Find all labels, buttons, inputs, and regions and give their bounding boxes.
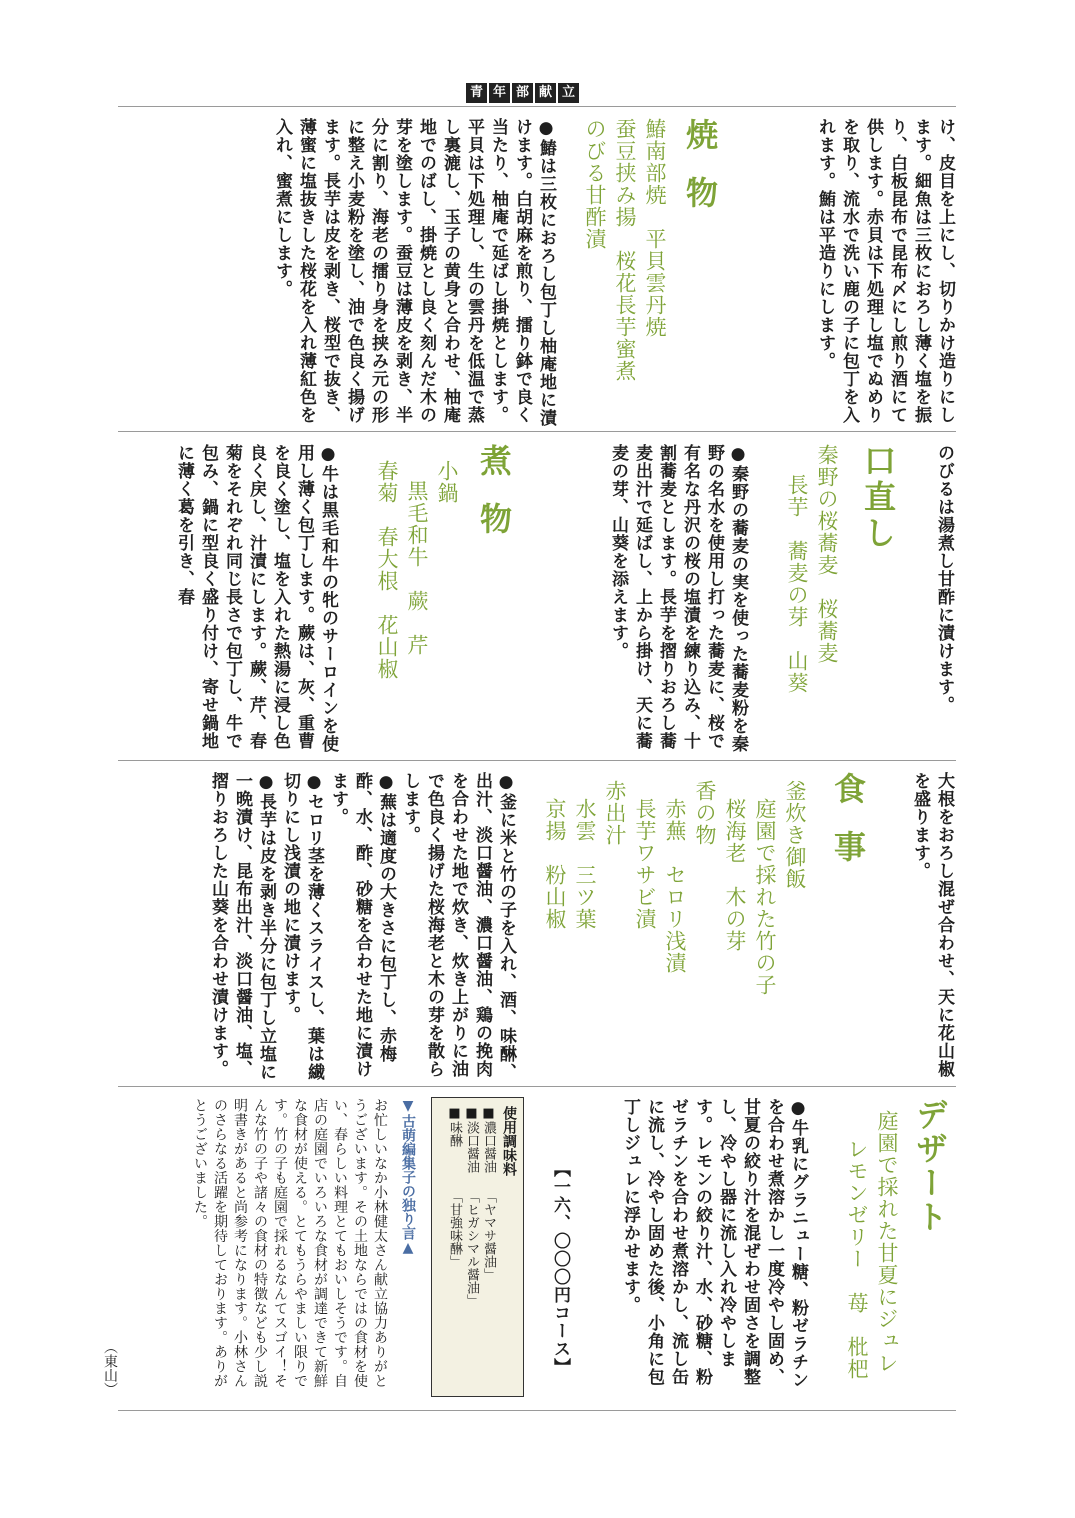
shokuji-menu <box>540 780 810 1080</box>
menu-line: 長芋 蕎麦の芽 山葵 <box>785 474 809 694</box>
menu-line: 長芋ワサビ漬 <box>633 798 657 930</box>
divider <box>118 760 956 761</box>
dessert-menu <box>836 1110 902 1410</box>
yakimono-menu <box>570 118 670 428</box>
shokuji-paragraph: ●長芋は皮を剥き半分に包丁し立塩に一晩漬け、昆布出汁、淡口醤油、塩、摺りおろした山葵を合わせ漬けます。 <box>208 772 276 1081</box>
shokuji-description <box>108 772 518 1082</box>
kuchinaoshi-heading: 口直し <box>859 444 897 552</box>
menu-line: 鰆南部焼 平貝雲丹焼 <box>643 118 667 338</box>
menu-line: レモンゼリー 苺 枇杷 <box>845 1138 869 1380</box>
shokuji-paragraph: ●セロリ茎を薄くスライスし、葉は繊切りにし浅漬の地に漬けます。 <box>280 772 324 1081</box>
seasoning-brand: 「ヤマサ醤油」 <box>481 1190 496 1281</box>
editor-note-text: お忙しいなか小林健太さん献立協力ありがとうございます。その土地ならではの食材を使い、春らしい料理とてもおいしそうです。自店の庭園でいろいろな食材が調達できて新鮮な食材が使える。とてもうらやましい限りです。竹の子も庭園で採れるなんてスゴイ！そんな竹の子や諸々の食材の特徴なども少し説明書きがあると尚参考になります。小林さんのさらなる活躍を期待しております。ありがとうございました。 <box>192 1098 388 1388</box>
shokuji-paragraph: ●釜に米と竹の子を入れ、酒、味醂、出汁、淡口醤油、濃口醤油、鶏の挽肉を合わせた地で炊き、炊き上がりに油で色良く揚げた桜海老と木の芽を散らします。 <box>400 772 516 1081</box>
shokuji-heading: 食事 <box>829 772 867 888</box>
seasoning-item: ■淡口醤油 <box>464 1106 479 1173</box>
menu-line: 赤蕪 セロリ浅漬 <box>663 798 687 974</box>
dessert-description: ●牛乳にグラニュー糖、粉ゼラチンを合わせ煮溶かし一度冷やし固め、甘夏の絞り汁を混ぜわせ固さを調整し、冷やし器に流し入れ冷やします。レモンの絞り汁、水、砂糖、粉ゼラチンを合わせ煮溶かし、流し缶に流し、冷やし固めた後、小角に包丁しジュレに浮かせます。 <box>620 1098 808 1389</box>
seasoning-brands <box>445 1190 497 1390</box>
seasoning-box <box>431 1097 524 1397</box>
menu-line: 釜炊き御飯 <box>783 780 807 890</box>
divider <box>118 1410 956 1411</box>
header-char: 立 <box>558 83 579 103</box>
seasoning-item: ■濃口醤油 <box>481 1106 496 1173</box>
course-price: 【一六、〇〇〇円コース】 <box>550 1160 570 1376</box>
menu-line: 京揚 粉山椒 <box>543 798 567 930</box>
menu-line: 黒毛和牛 蕨 芹 <box>405 480 429 656</box>
kuchinaoshi-description: ●秦野の蕎麦の実を使った蕎麦粉を秦野の名水を使用し打った蕎麦に、桜で有名な丹沢の桜の塩漬を練り込み、十割蕎麦とします。長芋を摺りおろし蕎麦出汁で延ばし、上から掛け、天に蕎麦の芽、山葵を添えます。 <box>608 444 748 753</box>
editor-note-title: ▼古萌編集子の独り言▲ <box>400 1098 416 1256</box>
seasoning-title: 使用調味料 <box>501 1106 517 1176</box>
sashimi-continued-text: け、皮目を上にし、切りかけ造りにします。細魚は三枚におろし薄く塩を振り、白板昆布で昆布〆にし煎り酒にて供します。赤貝は下処理し塩でぬめりを取り、流水で洗い鹿の子に包丁を入れます。鮪は平造りにします。 <box>815 118 955 424</box>
menu-line: 小鍋 <box>435 460 459 504</box>
divider <box>118 1086 956 1087</box>
shokuji-paragraph: ●蕪は適度の大きさに包丁し、赤梅酢、水、酢、砂糖を合わせた地に漬けます。 <box>328 772 396 1078</box>
nimono-heading: 煮物 <box>475 444 513 560</box>
seasoning-brand: 「ヒガシマル醤油」 <box>464 1190 479 1307</box>
yakimono-heading: 焼物 <box>681 118 719 234</box>
menu-line: 秦野の桜蕎麦 桜蕎麦 <box>815 444 839 664</box>
menu-line: 水雲 三ツ葉 <box>573 798 597 930</box>
menu-line: 庭園で採れた甘夏にジュレ <box>875 1110 899 1374</box>
seasoning-brand: 「甘強味醂」 <box>447 1190 462 1268</box>
menu-line: 蚕豆挟み揚 桜花長芋蜜煮 <box>613 118 637 382</box>
nimono-menu <box>362 460 462 756</box>
nimono-description: ●牛は黒毛和牛の牝のサーロインを使用し薄く包丁します。蕨は、灰、重曹を良く塗し、塩を入れた熱湯に浸し色良く戻し、汁漬にします。蕨、芹、春菊をそれぞれ同じ長さで包丁し、牛で包み、鍋に型良く盛り付け、寄せ鍋地に薄く葛を引き、春 <box>174 444 338 753</box>
editor-signature: （東山） <box>102 1340 118 1396</box>
menu-line: 庭園で採れた竹の子 <box>753 798 777 996</box>
header-char: 青 <box>466 83 487 103</box>
header-char: 部 <box>512 83 533 103</box>
nodes-continued-text: のびるは湯煮し甘酢に漬けます。 <box>934 444 954 714</box>
dessert-heading: デザート <box>911 1098 949 1234</box>
divider <box>118 431 956 432</box>
header-char: 献 <box>535 83 556 103</box>
kuchinaoshi-menu <box>772 444 842 756</box>
yakimono-description: ●鰆は三枚におろし包丁し柚庵地に漬けます。白胡麻を煎り、擂り鉢で良く当たり、柚庵で延ばし掛焼とします。平貝は下処理し、生の雲丹を低温で蒸し裏漉し、玉子の黄身と合わせ、柚庵地でのばし、掛焼とし良く刻んだ木の芽を塗します。蚕豆は薄皮を剥き、半分に割り、海老の擂り身を挟み元の形に整え小麦粉を塗し、油で色良く揚げます。長芋は皮を剥き、桜型で抜き、薄蜜に塩抜きした桜花を入れ薄紅色を入れ、蜜煮にします。 <box>272 118 556 427</box>
menu-line: 香の物 <box>693 780 717 846</box>
seasoning-item: ■味醂 <box>447 1106 462 1147</box>
menu-line: 桜海老 木の芽 <box>723 798 747 952</box>
page-header <box>466 83 579 103</box>
header-char: 年 <box>489 83 510 103</box>
menu-line: 赤出汁 <box>603 780 627 846</box>
nimono-continued-text: 大根をおろし混ぜ合わせ、天に花山椒を盛ります。 <box>910 772 954 1078</box>
divider <box>118 106 956 107</box>
menu-line: 春菊 春大根 花山椒 <box>375 460 399 680</box>
menu-line: のびる甘酢漬 <box>583 118 607 250</box>
